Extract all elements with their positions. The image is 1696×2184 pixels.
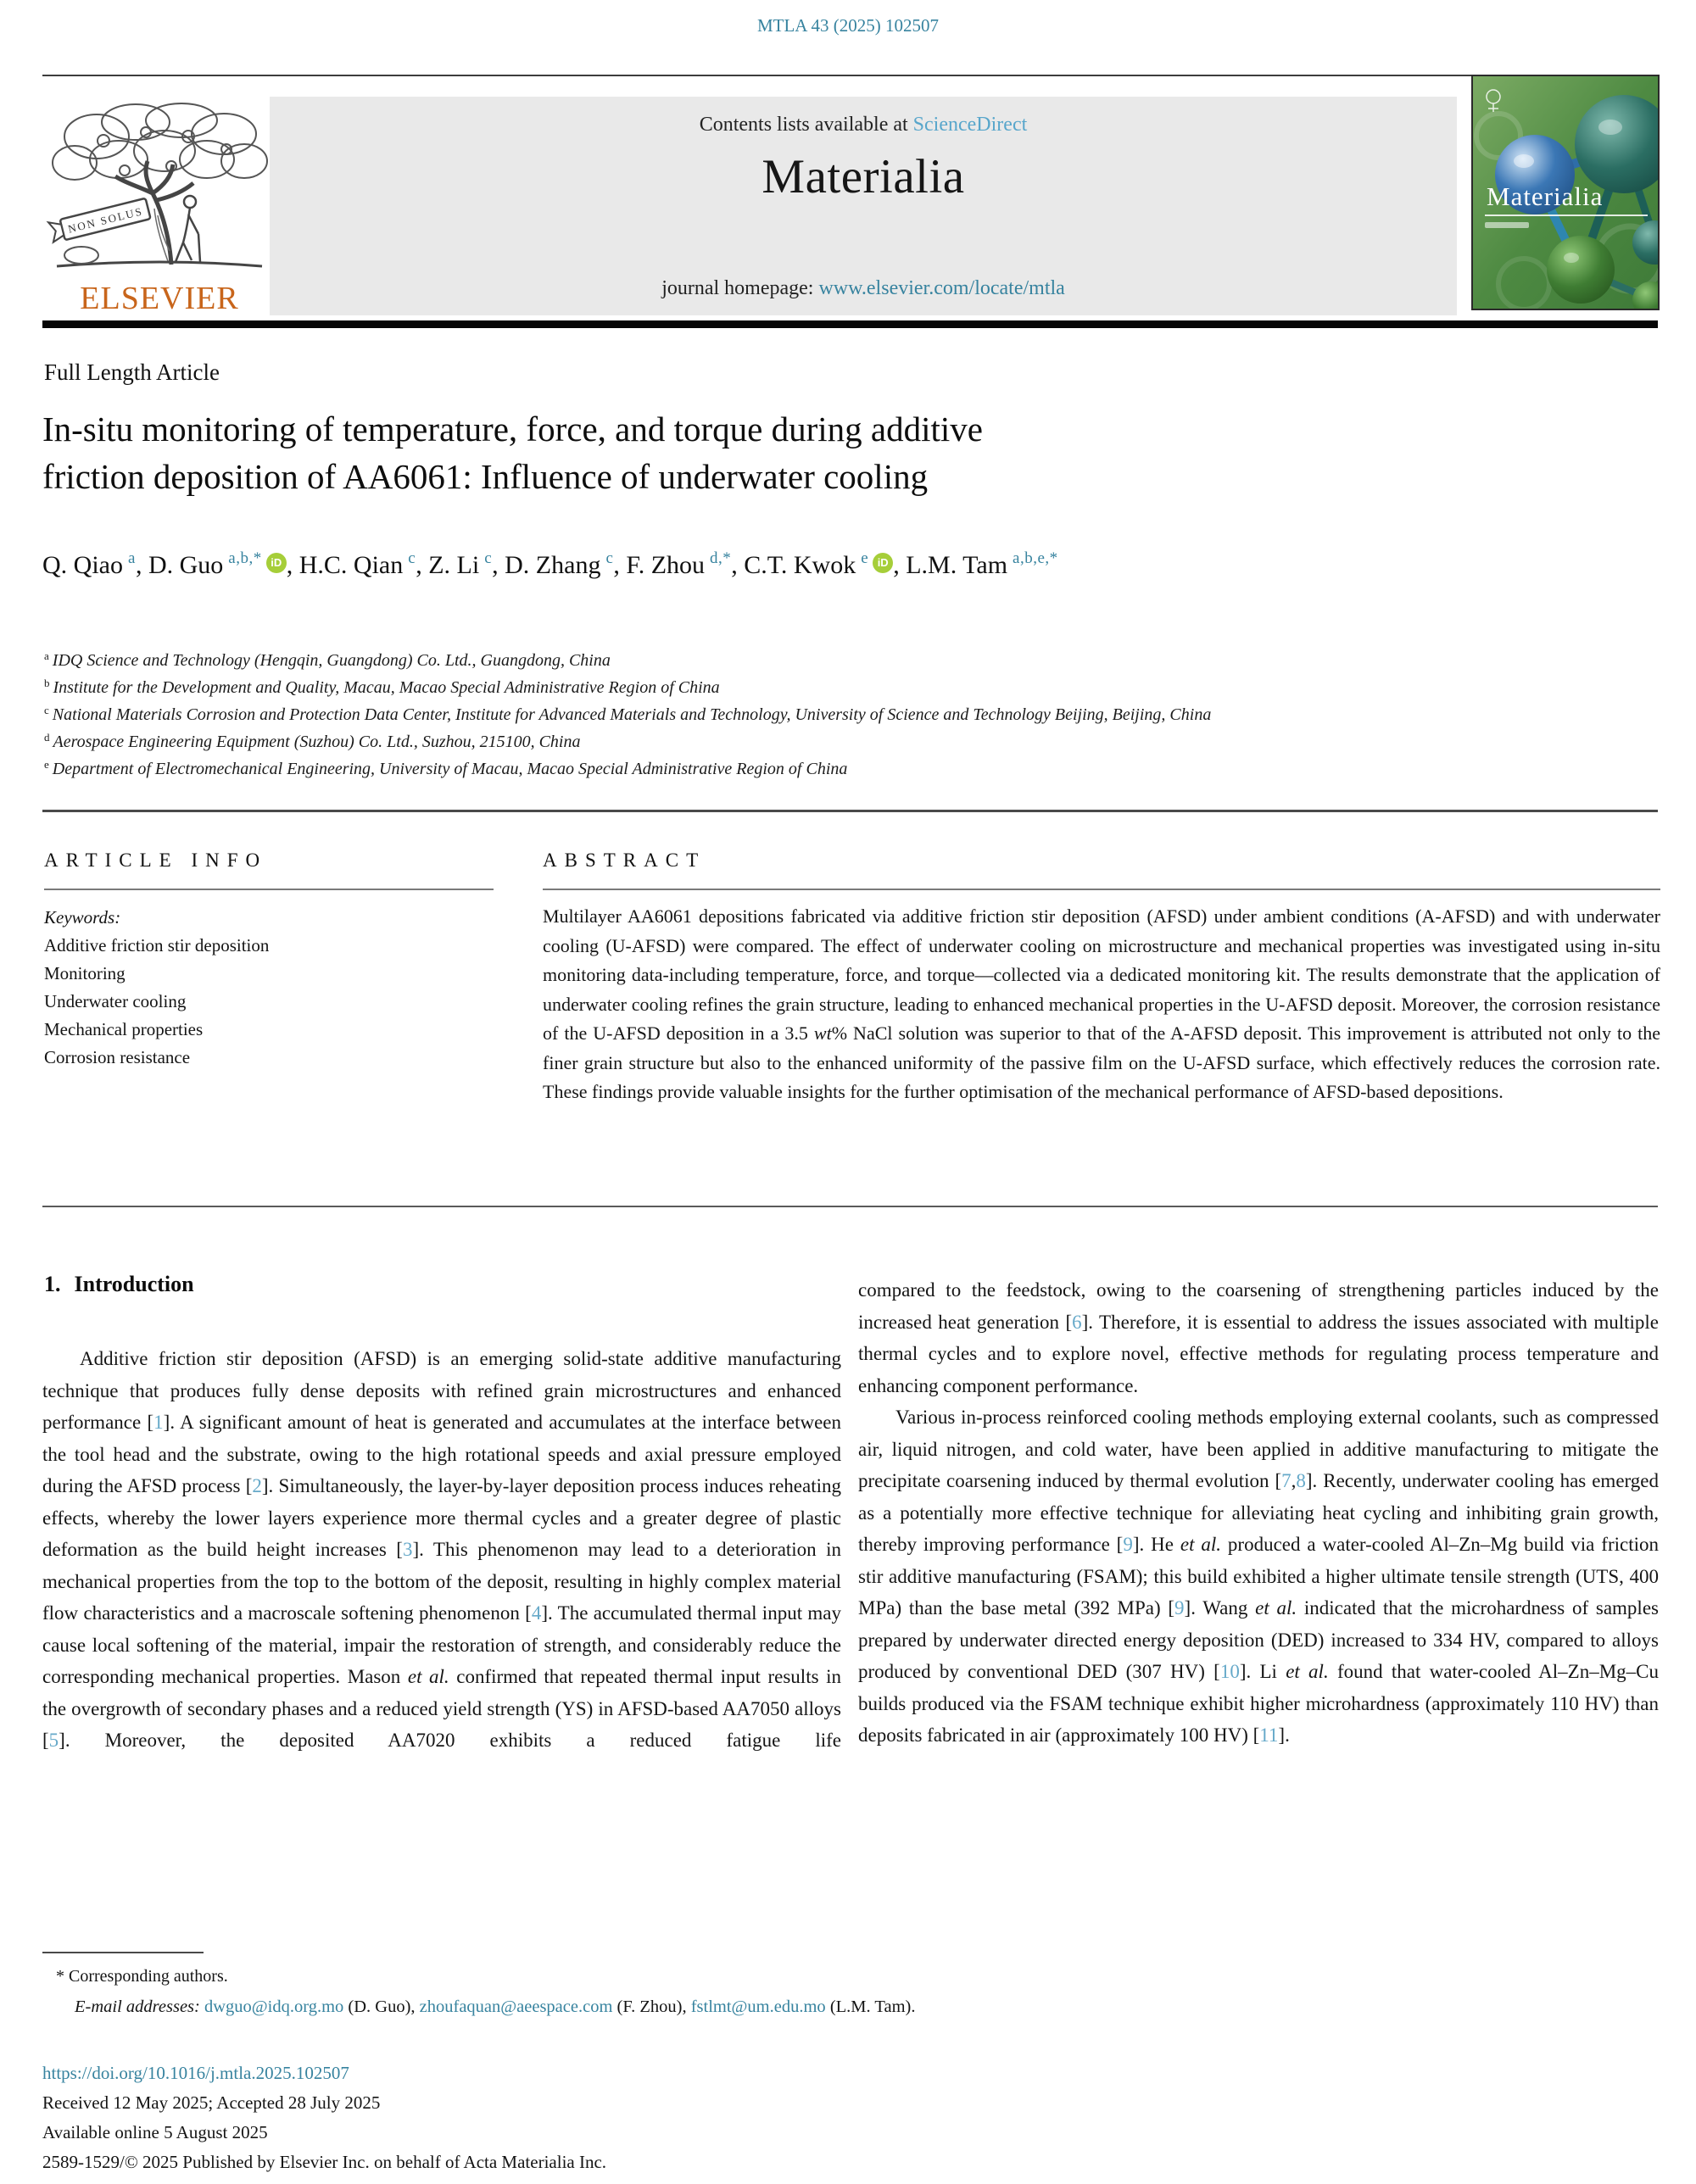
intro-paragraph-1-continued: compared to the feedstock, owing to the coarsening of strengthening particles induced by the increased heat generation [6]. Therefore, it is essential to address the issues associated with multiple thermal cycles and to explore novel, effective methods for regulating process temperature and enhancing component performance. — [858, 1279, 1659, 1396]
journal-cover — [1471, 75, 1660, 310]
elsevier-logo — [44, 98, 275, 317]
affiliation — [44, 675, 1655, 702]
article-title-line1: In-situ monitoring of temperature, force, and torque during additive — [42, 410, 983, 448]
section-title: Introduction — [74, 1272, 194, 1296]
author: C.T. Kwok $^e$ iD , — [744, 549, 907, 579]
elsevier-tree-icon — [44, 98, 275, 276]
email-link[interactable]: zhoufaquan@aeespace.com — [419, 1997, 613, 2016]
article-title — [42, 405, 1484, 500]
homepage-label: journal homepage: — [661, 277, 819, 299]
affiliation-sup: a — [44, 649, 49, 662]
affiliation-text: Department of Electromechanical Engineering, University of Macau, Macao Special Administrative Region of China — [52, 760, 848, 778]
author: Q. Qiao $^a$, — [42, 549, 148, 579]
footnote-rule — [42, 1952, 204, 1953]
affiliation — [44, 756, 1655, 783]
email-list: dwguo@idq.org.mo (D. Guo), zhoufaquan@aeespace.com (F. Zhou), fstlmt@um.edu.mo (L.M. Tam). — [204, 1997, 916, 2016]
affiliation-sup: b — [44, 677, 50, 689]
author: F. Zhou $^{d,*}$, — [626, 549, 745, 579]
article-info-section — [44, 850, 494, 1072]
article-info-rule — [44, 889, 494, 890]
banner-bottom-rule — [42, 320, 1658, 328]
keyword: Mechanical properties — [44, 1019, 204, 1039]
email-label: E-mail addresses: — [75, 1997, 200, 2016]
author-name: H.C. Qian — [298, 551, 404, 579]
keyword: Corrosion resistance — [44, 1047, 191, 1067]
intro-left-column — [42, 1343, 841, 1757]
cover-title: Materialia — [1487, 181, 1604, 211]
author-name: D. Zhang — [505, 551, 601, 579]
author-affiliation-sup: a,b,e,* — [1013, 549, 1058, 567]
author-name: F. Zhou — [626, 551, 706, 579]
info-top-rule — [42, 810, 1658, 812]
author-affiliation-sup: c — [484, 549, 493, 567]
article-type-label: Full Length Article — [44, 359, 220, 385]
footer-block — [42, 2059, 606, 2177]
abstract-rule — [543, 889, 1660, 890]
affiliation-text: Institute for the Development and Quality, Macau, Macao Special Administrative Region of China — [53, 678, 720, 697]
author-name: Z. Li — [428, 551, 480, 579]
contents-text: Contents lists available at — [699, 114, 913, 136]
abstract-header: ABSTRACT — [543, 850, 706, 871]
author-name: L.M. Tam — [906, 551, 1008, 579]
homepage-link[interactable]: www.elsevier.com/locate/mtla — [818, 277, 1065, 299]
intro-right-column — [858, 1274, 1659, 1752]
journal-banner — [270, 97, 1457, 315]
intro-paragraph-2: Various in-process reinforced cooling methods employing external coolants, such as compressed air, liquid nitrogen, and cold water, have been applied in additive manufacturing to mitigate the precipitate coarsening induced by thermal evolution [7,8]. Recently, underwater cooling has emerged as a potentially more effective technique for alleviating heat cycling and inhibiting grain growth, thereby improving performance [9]. He et al. produced a water-cooled Al–Zn–Mg build via friction stir additive manufacturing (FSAM); this build exhibited a higher ultimate tensile strength (UTS, 400 MPa) than the base metal (392 MPa) [9]. Wang et al. indicated that the microhardness of samples prepared by underwater directed energy deposition (DED) increased to 334 HV, compared to alloys produced by conventional DED (307 HV) [10]. Li et al. found that water-cooled Al–Zn–Mg–Cu builds produced via the FSAM technique exhibit higher microhardness (approximately 110 HV) than deposits fabricated in air (approximately 100 HV) [11]. — [858, 1407, 1660, 1746]
sciencedirect-link[interactable]: ScienceDirect — [912, 114, 1028, 136]
elsevier-wordmark: ELSEVIER — [80, 281, 239, 316]
cover-art — [1473, 76, 1658, 309]
author: H.C. Qian $^c$, — [298, 549, 429, 579]
received-accepted-line: Received 12 May 2025; Accepted 28 July 2025 — [42, 2092, 381, 2113]
affiliation-text: Aerospace Engineering Equipment (Suzhou) Co. Ltd., Suzhou, 215100, China — [53, 733, 581, 751]
email-addresses-line — [75, 1997, 1652, 2017]
author-affiliation-sup: a,b,* — [228, 549, 262, 567]
affiliation — [44, 648, 1655, 675]
keywords-label: Keywords: — [44, 907, 121, 928]
author-affiliation-sup: e — [861, 549, 869, 567]
affiliation-list — [44, 648, 1655, 783]
article-info-header: ARTICLE INFO — [44, 850, 268, 871]
orcid-icon[interactable]: iD — [266, 553, 287, 573]
author — [906, 551, 1057, 579]
section-number: 1. — [44, 1272, 61, 1296]
author: D. Guo $^{a,b,*}$ iD , — [148, 549, 299, 579]
affiliation-text: National Materials Corrosion and Protection Data Center, Institute for Advanced Materials and Technology, University of Science and Technology Beijing, Beijing, China — [52, 705, 1212, 724]
issn-copyright-line: 2589-1529/© 2025 Published by Elsevier Inc. on behalf of Acta Materialia Inc. — [42, 2152, 607, 2172]
footnote-marker: * — [56, 1967, 64, 1986]
keyword: Monitoring — [44, 963, 126, 983]
abstract-bottom-rule — [42, 1206, 1658, 1207]
author-list — [42, 543, 1331, 592]
affiliation-text: IDQ Science and Technology (Hengqin, Guangdong) Co. Ltd., Guangdong, China — [52, 651, 611, 670]
keyword: Underwater cooling — [44, 991, 187, 1011]
intro-paragraph-1: Additive friction stir deposition (AFSD) is an emerging solid-state additive manufacturing technique that produces fully dense deposits with refined grain microstructures and enhanced performance [1]. A significant amount of heat is generated and accumulates at the interface between the tool head and the substrate, owing to the high rotational speeds and axial pressure employed during the AFSD process [2]. Simultaneously, the layer-by-layer deposition process induces reheating effects, whereby the lower layers experience more thermal cycles and a greater degree of plastic deformation as the build height increases [3]. This phenomenon may lead to a deterioration in mechanical properties from the top to the bottom of the deposit, resulting in highly complex material flow characteristics and a macroscale softening phenomenon [4]. The accumulated thermal input may cause local softening of the material, impair the restoration of strength, and considerably reduce the corresponding mechanical properties. Mason et al. confirmed that repeated thermal input results in the overgrowth of secondary phases and a reduced yield strength (YS) in AFSD-based AA7050 alloys [5]. Moreover, the deposited AA7020 exhibits a reduced fatigue life — [42, 1348, 841, 1751]
contents-line — [270, 114, 1457, 136]
author-name: Q. Qiao — [42, 551, 123, 579]
author: Z. Li $^c$, — [428, 549, 505, 579]
article-title-line2: friction deposition of AA6061: Influence of underwater cooling — [42, 457, 929, 496]
affiliation-sup: d — [44, 731, 50, 744]
keyword: Additive friction stir deposition — [44, 935, 270, 956]
orcid-icon[interactable]: iD — [873, 553, 893, 573]
journal-citation: MTLA 43 (2025) 102507 — [756, 15, 940, 36]
author-affiliation-sup: c — [408, 549, 416, 567]
author-affiliation-sup: d,* — [710, 549, 732, 567]
keyword-list — [44, 932, 494, 1072]
footnote-text: Corresponding authors. — [69, 1967, 228, 1986]
email-link[interactable]: fstlmt@um.edu.mo — [690, 1997, 826, 2016]
author-name: C.T. Kwok — [744, 551, 856, 579]
affiliation — [44, 702, 1655, 729]
journal-title: Materialia — [762, 150, 965, 203]
author: D. Zhang $^c$, — [505, 549, 627, 579]
homepage-line — [270, 277, 1457, 300]
affiliation-sup: e — [44, 758, 49, 771]
non-solus-motto: NON SOLUS — [66, 204, 145, 236]
abstract-text: Multilayer AA6061 depositions fabricated via additive friction stir deposition (AFSD) under ambient conditions (A-AFSD) and with underwater cooling (U-AFSD) were compared. The effect of underwater cooling on microstructure and mechanical properties was investigated using in-situ monitoring data-including temperature, force, and torque—collected via a dedicated monitoring kit. The results demonstrate that the application of underwater cooling refines the grain structure, leading to enhanced mechanical properties in the U-AFSD deposit. Moreover, the corrosion resistance of the U-AFSD deposition in a 3.5 wt% NaCl solution was superior to that of the A-AFSD deposit. This improvement is attributed not only to the finer grain structure but also to the enhanced uniformity of the passive film on the U-AFSD surface, which effectively reduces the corrosion rate. These findings provide valuable insights for the further optimisation of the mechanical performance of AFSD-based depositions. — [543, 905, 1661, 1102]
affiliation — [44, 729, 1655, 756]
abstract-section — [543, 850, 1660, 1107]
corresponding-authors-note — [56, 1967, 228, 1986]
section-heading-introduction — [44, 1272, 194, 1297]
available-online-line: Available online 5 August 2025 — [42, 2122, 268, 2142]
author-name: D. Guo — [148, 551, 224, 579]
top-rule — [42, 75, 1658, 76]
email-link[interactable]: dwguo@idq.org.mo — [204, 1997, 344, 2016]
affiliation-sup: c — [44, 704, 49, 716]
author-affiliation-sup: a — [128, 549, 136, 567]
doi-link[interactable]: https://doi.org/10.1016/j.mtla.2025.102507 — [42, 2063, 349, 2083]
author-affiliation-sup: c — [605, 549, 614, 567]
